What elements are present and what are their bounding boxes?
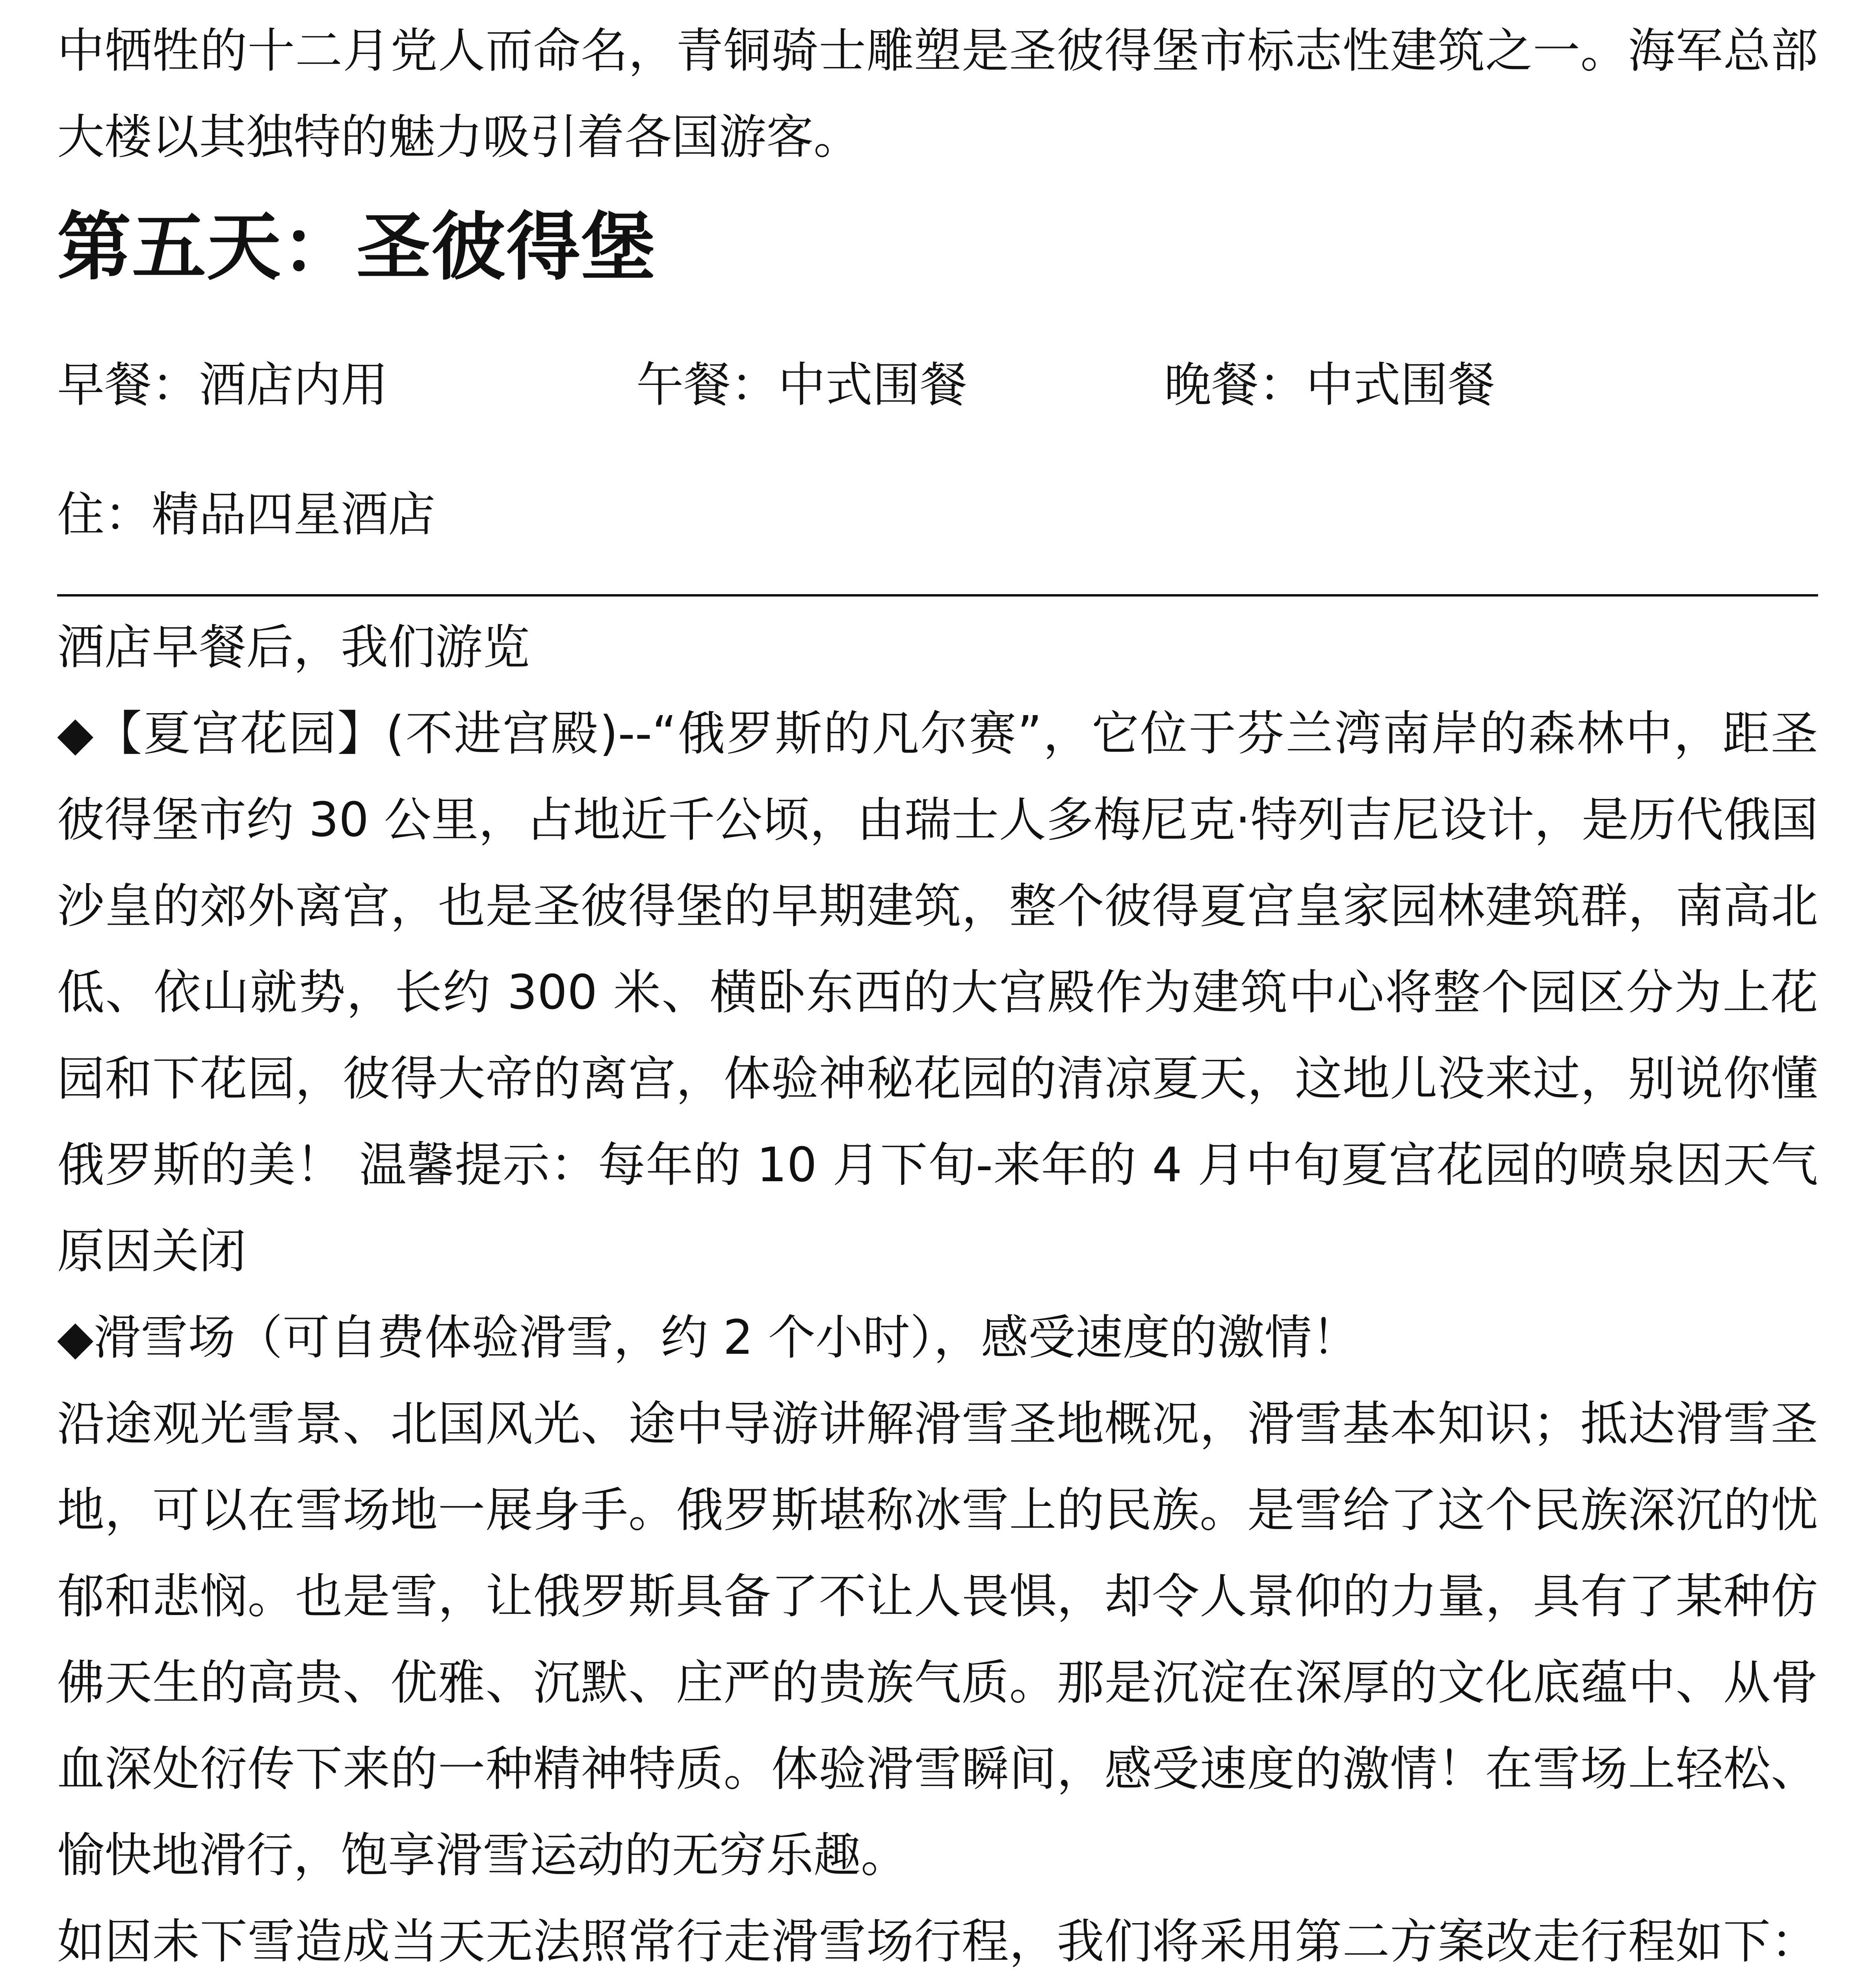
- itinerary-body: [57, 604, 1818, 1970]
- itinerary-paragraph-2: ◆【夏宫花园】(不进宫殿)--“俄罗斯的凡尔赛”，它位于芬兰湾南岸的森林中，距圣彼得堡市约 30 公里，占地近千公顷，由瑞士人多梅尼克·特列吉尼设计，是历代俄国沙皇的郊外离宫，也是圣彼得堡的早期建筑，整个彼得夏宫皇家园林建筑群，南高北低、依山就势，长约 300 米、横卧东西的大宫殿作为建筑中心将整个园区分为上花园和下花园，彼得大帝的离宫，体验神秘花园的清凉夏天，这地儿没来过，别说你懂俄罗斯的美！ 温馨提示：每年的 10 月下旬-来年的 4 月中旬夏宫花园的喷泉因天气原因关闭: [57, 706, 1818, 1279]
- breakfast-info: 早餐：酒店内用: [57, 358, 388, 413]
- intro-paragraph: 中牺牲的十二月党人而命名，青铜骑士雕塑是圣彼得堡市标志性建筑之一。海军总部大楼以其独特的魅力吸引着各国游客。: [57, 24, 1818, 165]
- itinerary-paragraph-1: 酒店早餐后，我们游览: [57, 620, 530, 675]
- itinerary-paragraph-3: ◆滑雪场（可自费体验滑雪，约 2 个小时），感受速度的激情！: [57, 1310, 1359, 1365]
- dinner-info: 晚餐：中式围餐: [1164, 358, 1495, 413]
- document-page: [57, 0, 1818, 1970]
- divider-line: [57, 594, 1818, 597]
- day-heading: 第五天：圣彼得堡: [57, 204, 656, 290]
- accommodation-info: 住：精品四星酒店: [57, 487, 435, 542]
- itinerary-paragraph-4: 沿途观光雪景、北国风光、途中导游讲解滑雪圣地概况，滑雪基本知识；抵达滑雪圣地，可以在雪场地一展身手。俄罗斯堪称冰雪上的民族。是雪给了这个民族深沉的忧郁和悲悯。也是雪，让俄罗斯具备了不让人畏惧，却令人景仰的力量，具有了某种仿佛天生的高贵、优雅、沉默、庄严的贵族气质。那是沉淀在深厚的文化底蕴中、从骨血深处衍传下来的一种精神特质。体验滑雪瞬间，感受速度的激情！在雪场上轻松、愉快地滑行，饱享滑雪运动的无穷乐趣。: [57, 1397, 1818, 1883]
- itinerary-paragraph-5: 如因未下雪造成当天无法照常行走滑雪场行程，我们将采用第二方案改走行程如下：: [57, 1914, 1818, 1969]
- meals-row: [57, 342, 1818, 428]
- lunch-info: 午餐：中式围餐: [636, 358, 967, 413]
